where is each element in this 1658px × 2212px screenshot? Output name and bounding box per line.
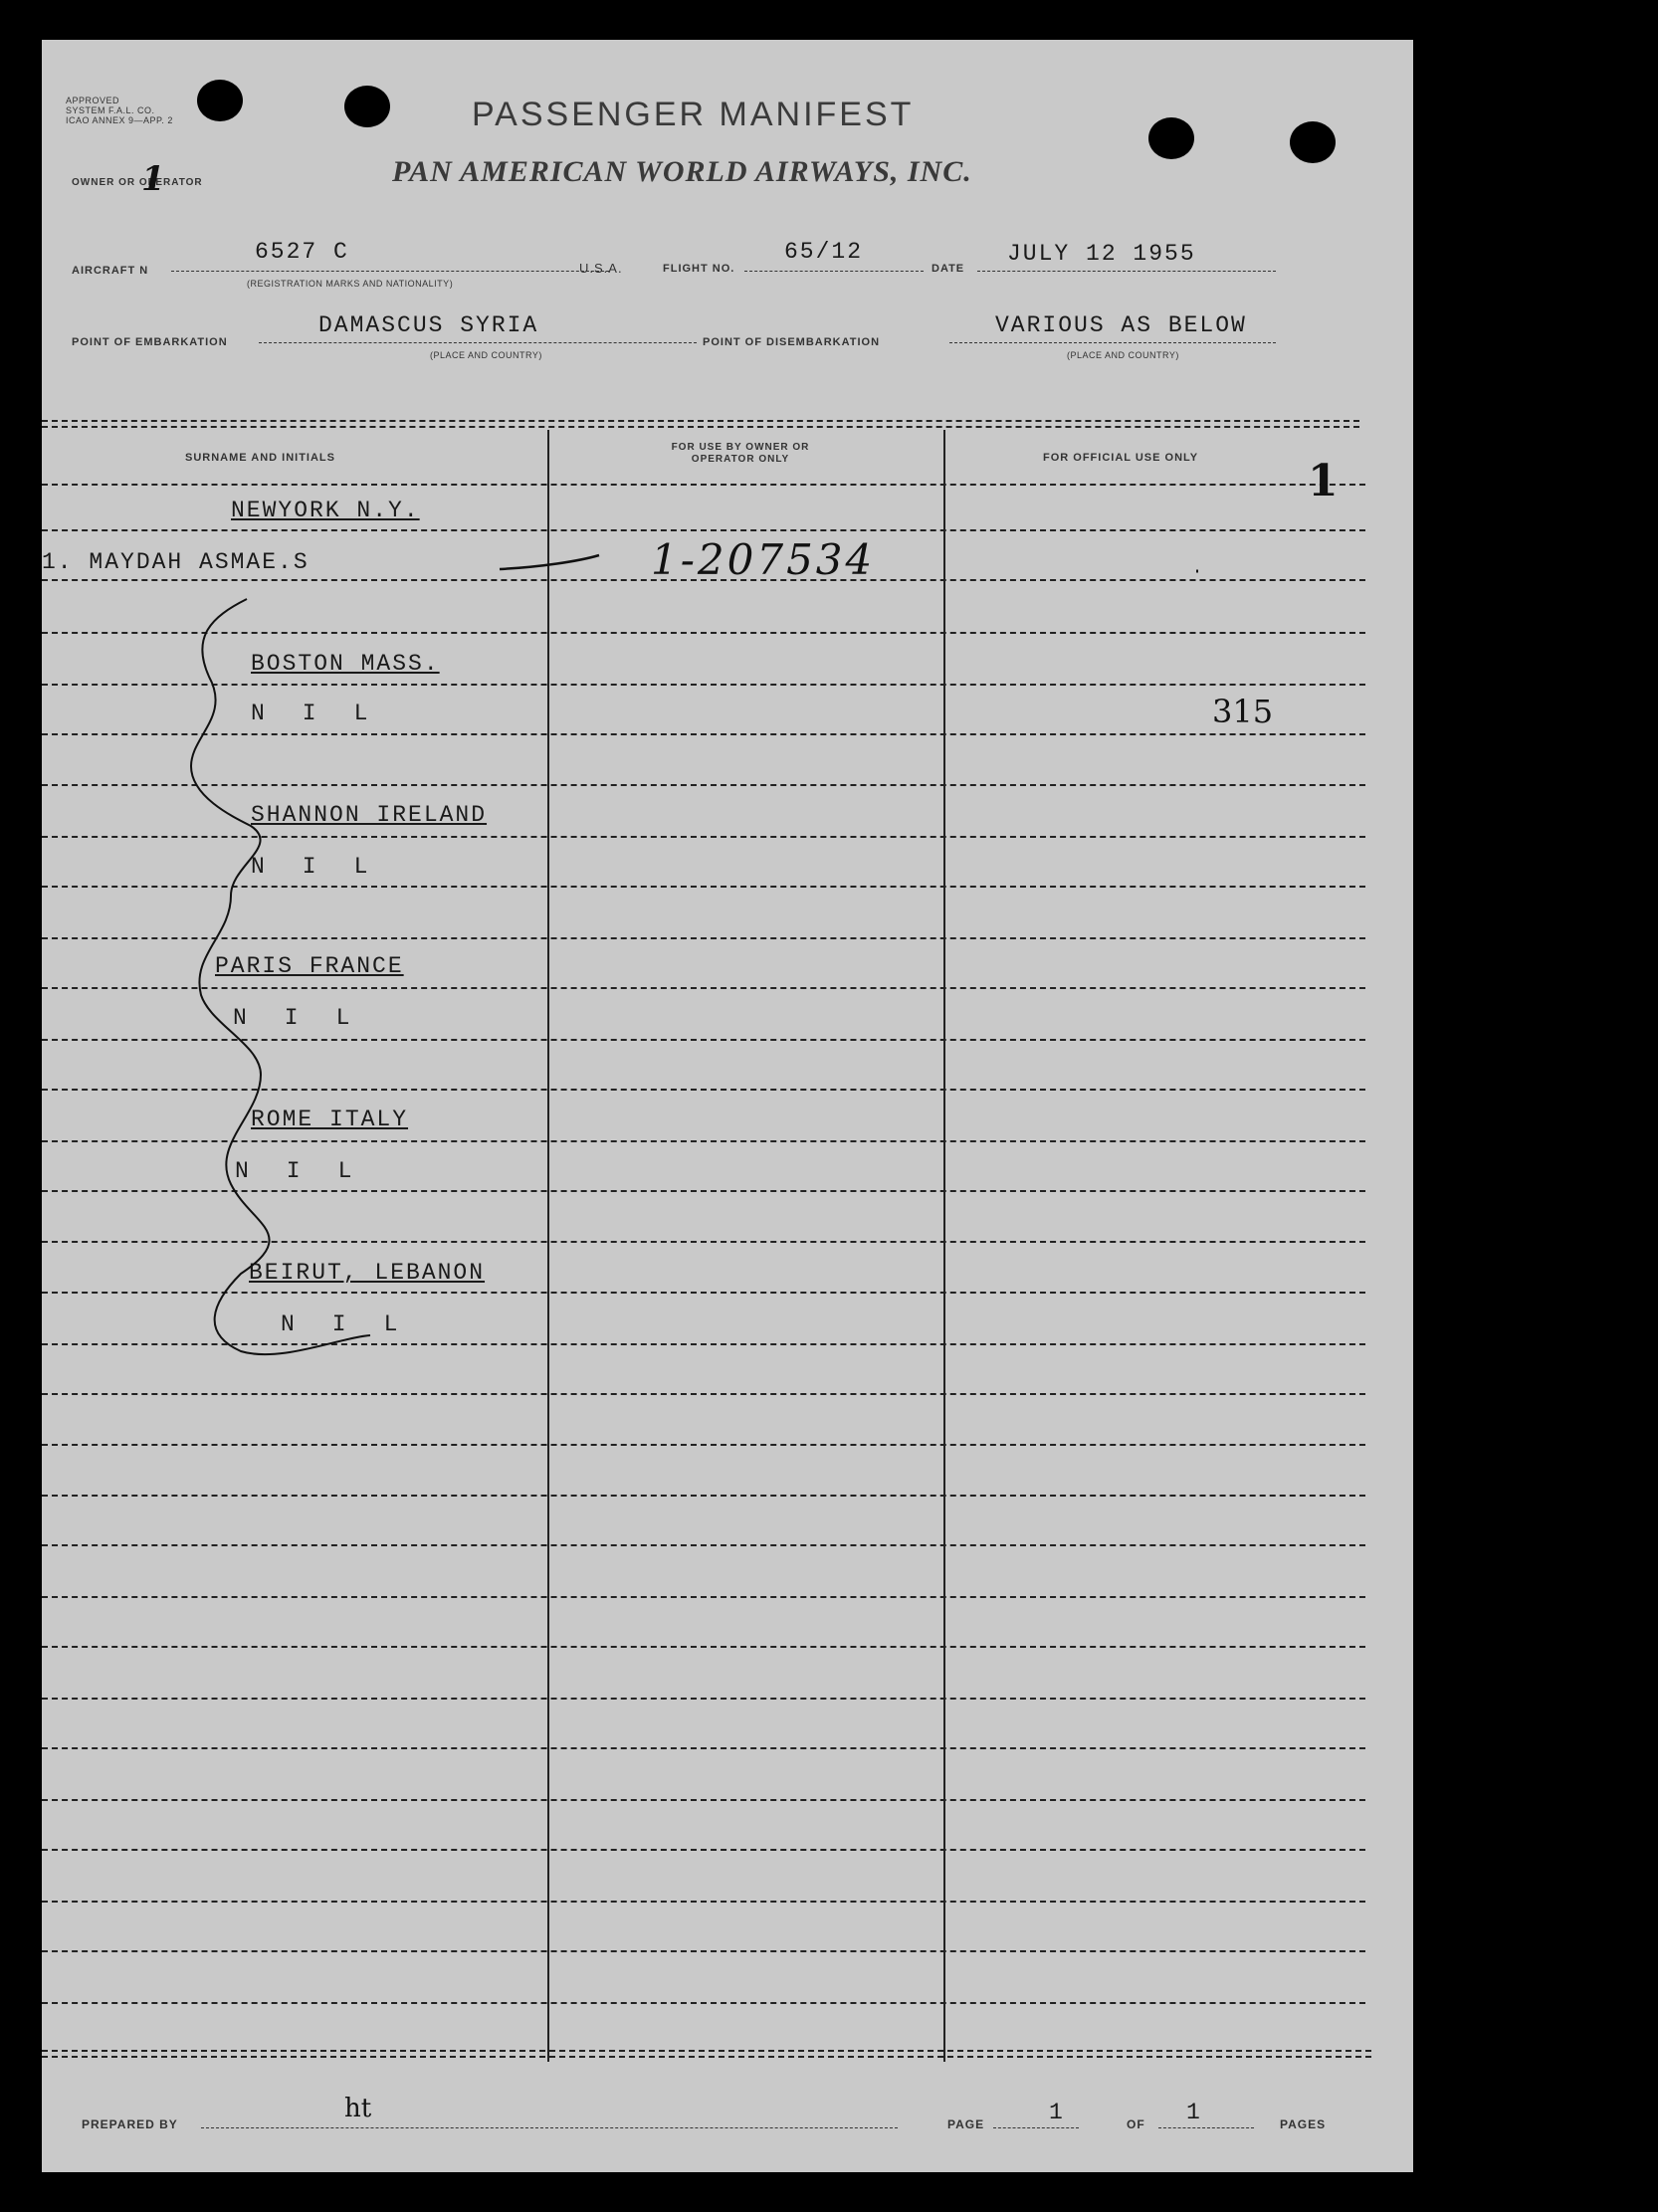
passenger-name: 1. MAYDAH ASMAE.S — [42, 549, 310, 575]
of-label: OF — [1127, 2117, 1145, 2131]
date-label: DATE — [932, 263, 965, 275]
embarkation-label: POINT OF EMBARKATION — [72, 336, 228, 348]
owner-operator-label: OWNER OR OPERATOR — [72, 177, 203, 188]
aircraft-caption: (REGISTRATION MARKS AND NATIONALITY) — [247, 279, 454, 289]
prepared-by-underline — [201, 2127, 898, 2128]
page-label: PAGE — [947, 2117, 985, 2131]
country-label: U.S.A. — [579, 261, 623, 276]
manifest-title: PASSENGER MANIFEST — [472, 96, 915, 133]
flight-label: FLIGHT NO. — [663, 263, 735, 275]
embarkation-caption: (PLACE AND COUNTRY) — [430, 350, 542, 360]
destination-rome: ROME ITALY — [251, 1106, 409, 1132]
date-value: JULY 12 1955 — [1007, 241, 1196, 267]
pages-label: PAGES — [1280, 2117, 1327, 2131]
destination-beirut: BEIRUT, LEBANON — [249, 1260, 486, 1286]
approval-line: SYSTEM F.A.L. CO. — [66, 105, 155, 115]
column-header-operator: FOR USE BY OWNER OR OPERATOR ONLY — [671, 442, 810, 465]
ticket-number: 1-207534 — [651, 535, 876, 584]
of-value: 1 — [1186, 2100, 1202, 2125]
aircraft-label: AIRCRAFT N — [72, 265, 149, 277]
official-number: 315 — [1212, 693, 1274, 730]
destination-shannon: SHANNON IRELAND — [251, 802, 488, 828]
disembarkation-label: POINT OF DISEMBARKATION — [703, 336, 881, 348]
nil-beirut: NIL — [281, 1311, 436, 1337]
nil-shannon: NIL — [251, 854, 406, 880]
manifest-page — [42, 40, 1413, 2172]
disembarkation-value: VARIOUS AS BELOW — [995, 312, 1247, 338]
embarkation-value: DAMASCUS SYRIA — [318, 312, 539, 338]
company-name: PAN AMERICAN WORLD AIRWAYS, INC. — [392, 155, 972, 188]
column-header-official: FOR OFFICIAL USE ONLY — [1043, 452, 1199, 464]
pen-squiggle — [191, 599, 370, 1354]
official-mark: 1 — [1308, 456, 1339, 506]
aircraft-value: 6527 C — [255, 239, 349, 265]
disembarkation-caption: (PLACE AND COUNTRY) — [1067, 350, 1179, 360]
destination-boston: BOSTON MASS. — [251, 651, 440, 677]
destination-paris: PARIS FRANCE — [215, 953, 404, 979]
pen-dash — [500, 555, 599, 569]
nil-rome: NIL — [235, 1158, 390, 1184]
nil-boston: NIL — [251, 701, 406, 726]
nil-paris: NIL — [233, 1005, 388, 1031]
prepared-by-label: PREPARED BY — [82, 2117, 178, 2131]
of-underline — [1158, 2127, 1254, 2128]
flight-value: 65/12 — [784, 239, 864, 265]
page-underline — [993, 2127, 1079, 2128]
prepared-by-value: ht — [344, 2094, 372, 2123]
handwritten-strokes — [42, 40, 1413, 2172]
page-value: 1 — [1049, 2100, 1065, 2125]
destination-newyork: NEWYORK N.Y. — [231, 498, 420, 523]
approval-line: ICAO ANNEX 9—APP. 2 — [66, 115, 173, 125]
approval-line: APPROVED — [66, 96, 120, 105]
owner-handwritten-mark: 1 — [141, 159, 165, 199]
column-header-surname: SURNAME AND INITIALS — [185, 452, 335, 464]
